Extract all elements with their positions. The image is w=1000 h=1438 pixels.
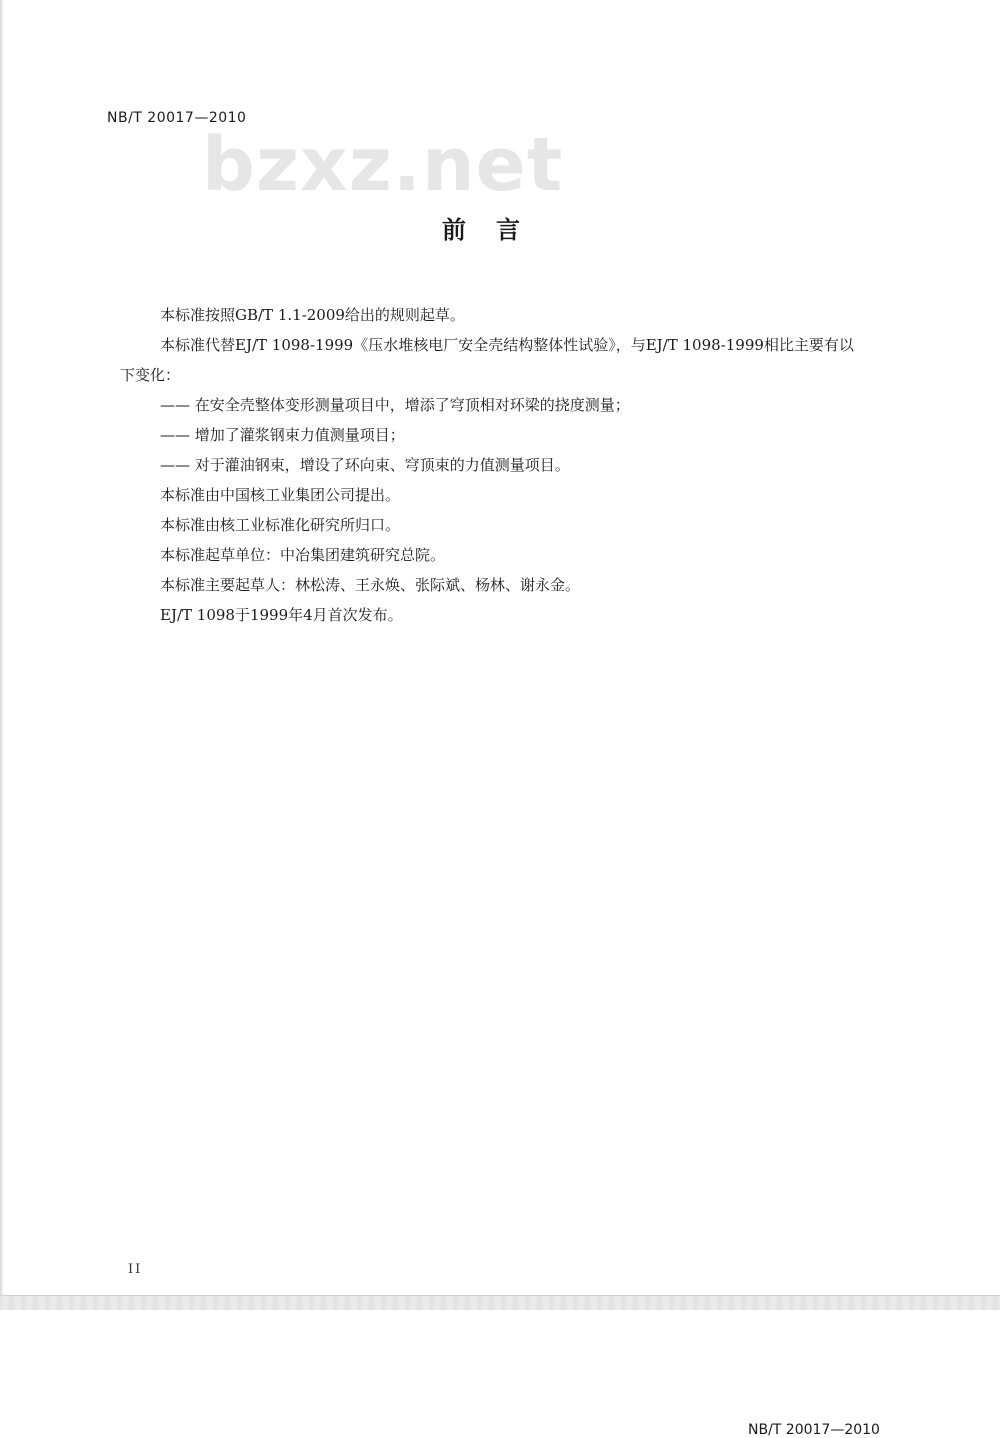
page-number: II	[128, 1262, 143, 1277]
watermark-logo: bzxz.net	[202, 122, 564, 208]
change-item: —— 在安全壳整体变形测量项目中，增添了穹顶相对环梁的挠度测量；	[160, 396, 630, 414]
paragraph-administrator: 本标准由核工业标准化研究所归口。	[160, 516, 401, 534]
paragraph-drafting-rules: 本标准按照GB/T 1.1-2009给出的规则起草。	[160, 306, 465, 324]
paragraph-proposer: 本标准由中国核工业集团公司提出。	[160, 486, 401, 504]
foreword-body	[120, 300, 865, 630]
page-title: 前言	[442, 216, 550, 244]
paragraph-replacement: 本标准代替EJ/T 1098-1999《压水堆核电厂安全壳结构整体性试验》，与EJ/T 1098-1999相比主要有以下变化：	[120, 336, 854, 384]
page-separator	[0, 1295, 1000, 1311]
page-edge	[0, 0, 4, 1295]
paragraph-first-release: EJ/T 1098于1999年4月首次发布。	[160, 606, 403, 624]
change-item: —— 增加了灌浆钢束力值测量项目；	[160, 426, 405, 444]
next-document-page	[0, 1310, 1000, 1438]
change-item: —— 对于灌油钢束，增设了环向束、穹顶束的力值测量项目。	[160, 456, 570, 474]
paragraph-drafting-unit: 本标准起草单位：中冶集团建筑研究总院。	[160, 546, 446, 564]
next-page-standard-number: NB/T 20017—2010	[748, 1422, 880, 1438]
standard-number: NB/T 20017—2010	[107, 110, 247, 126]
paragraph-drafters: 本标准主要起草人：林松涛、王永焕、张际斌、杨林、谢永金。	[160, 576, 581, 594]
